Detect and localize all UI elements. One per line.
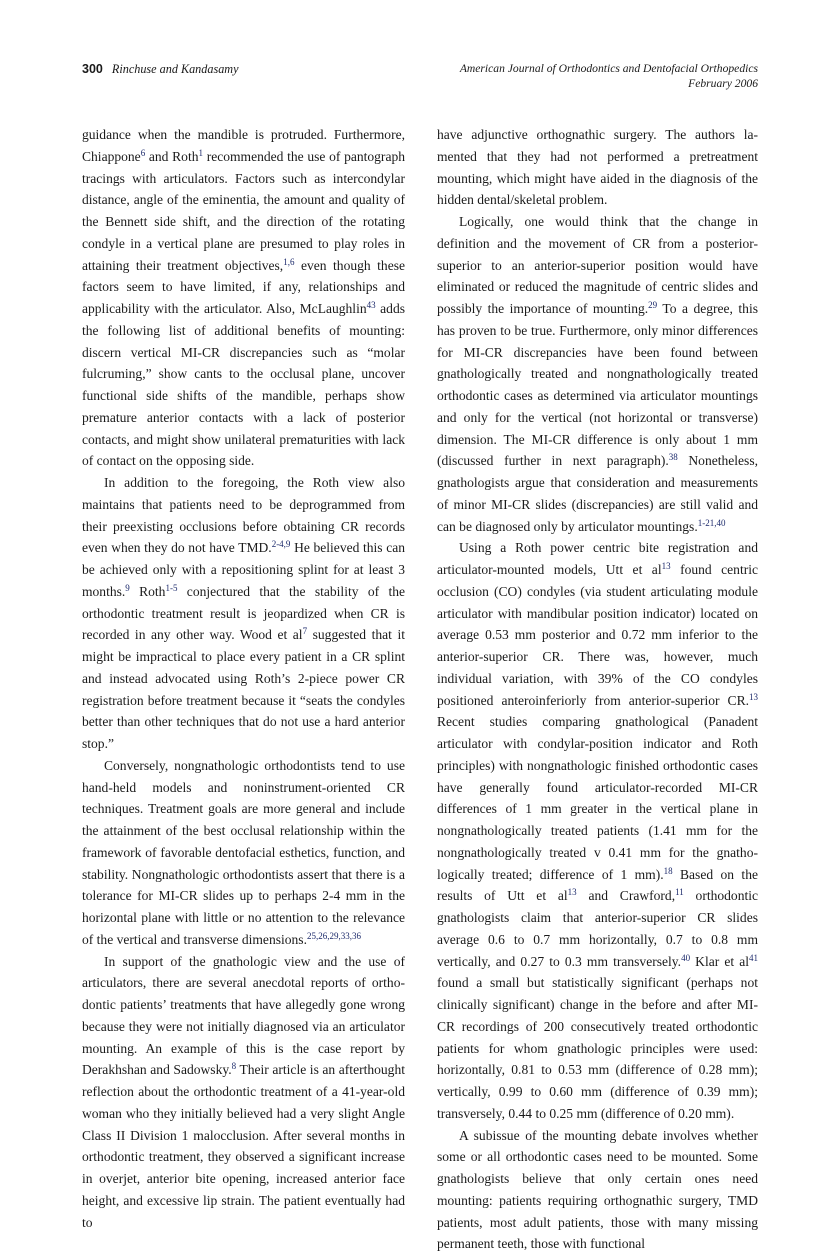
issue-date: February 2006 [460, 77, 758, 92]
reference-link[interactable]: 6 [141, 148, 146, 158]
paragraph-roth-power-centric [437, 537, 758, 1124]
text-run: recommended the use of pantograph tracings with articulators. Factors such as intercondylar distance, angle of the eminentia, the amount and quality of the Bennett side shift, and the direction of the rotating condyle in a vertical plane are presumed to play roles in attaining their treatment objectives, [82, 149, 405, 273]
text-run: Logically, one would think that the change in definition and the movement of CR from a posterior-superior to an anterior-superior position would have eliminated or reduced the magnitude of centric slides and possibly the importance of mounting. [437, 214, 758, 316]
text-run: Roth [130, 584, 166, 599]
text-run: In addition to the foregoing, the Roth view also maintains that patients need to be deprogrammed from their preexisting occlusions before obtaining CR records even when they do not have TMD. [82, 475, 405, 555]
text-run: suggested that it might be impractical to place every patient in a CR splint and instead advocated using Roth’s 2-piece power CR registration before treatment because it “seats the condyles better than other techniques that do not use a hard anterior stop.” [82, 627, 405, 751]
paragraph-anecdotal-reports [82, 951, 405, 1234]
text-run: and Roth [145, 149, 198, 164]
reference-link[interactable]: 1-21,40 [698, 518, 726, 528]
reference-link[interactable]: 2-4,9 [272, 539, 291, 549]
reference-link[interactable]: 1 [199, 148, 204, 158]
reference-link[interactable]: 9 [125, 583, 130, 593]
reference-link[interactable]: 8 [232, 1061, 237, 1071]
text-run: Using a Roth power centric bite registration and articulator-mounted models, Utt et al [437, 540, 758, 577]
reference-link[interactable]: 13 [749, 692, 758, 702]
reference-link[interactable]: 1-5 [165, 583, 177, 593]
text-run: found centric occlusion (CO) condyles (via student articulating module articulator with mandibular position indicator) located on average 0.53 mm posterior and 0.72 mm inferior to the anterior-superior CR. There was, however, much individual variation, with 39% of the CO condyles positioned anteroinferiorly from anterior-superior CR. [437, 562, 758, 708]
text-run: To a degree, this has proven to be true. Furthermore, only minor differences for MI-CR discrepancies have been found between gnathologically treated and nongnathologically treated orthodontic cases as determined via articulator mountings and only for the vertical (not horizontal or transverse) dimension. The MI-CR difference is only about 1 mm (discussed further in next paragraph). [437, 301, 758, 468]
running-head-right [460, 62, 758, 91]
reference-link[interactable]: 38 [669, 452, 678, 462]
paragraph-cr-definition [437, 211, 758, 537]
text-run: orthodontic gnathologists claim that anterior-superior CR slides average 0.6 to 0.7 mm horizontally, 0.7 to 0.8 mm vertically, and 0.27 to 0.3 mm transversely. [437, 888, 758, 968]
reference-link[interactable]: 43 [367, 300, 376, 310]
text-run: found a small but statistically significant (perhaps not clinically significant) change in the before and after MI-CR recordings of 200 consecutively treated orthodontic patients for whom gnathologic principles were used: horizontally, 0.81 to 0.53 mm (difference of 0.28 mm); vertically, 0.99 to 0.60 mm (difference of 0.39 mm); transversely, 0.44 to 0.25 mm (difference of 0.20 mm). [437, 975, 758, 1121]
page-header [82, 62, 758, 94]
reference-link[interactable]: 13 [568, 887, 577, 897]
text-run: adds the following list of additional benefits of mounting: discern vertical MI-CR discrepancies such as “molar fulcruming,” show cants to the occlusal plane, uncover functional side shifts of the mandible, perhaps show premature anterior contacts with a lack of posterior contacts, and might show unilateral prematurities with lack of contact on the opposing side. [82, 301, 405, 468]
running-head-left [82, 62, 239, 77]
running-authors: Rinchuse and Kandasamy [112, 62, 239, 76]
text-run: and Crawford, [577, 888, 675, 903]
paragraph-nongnathologic [82, 755, 405, 951]
paragraph-orthognathic-surgery [437, 124, 758, 211]
text-run: conjectured that the stability of the orthodontic treatment result is jeopardized when CR is recorded in any other way. Wood et al [82, 584, 405, 643]
left-column [82, 124, 405, 1233]
text-run: even though these factors seem to have limited, if any, relationships and applicability with the articulator. Also, McLaughlin [82, 258, 405, 317]
page-number: 300 [82, 62, 103, 76]
text-run: guidance when the mandible is protruded. Furthermore, Chiappone [82, 127, 405, 164]
paragraph-mounting-factors [82, 124, 405, 472]
text-run: Nonetheless, gnathologists argue that consideration and measurements of minor MI-CR slides (discrepancies) are still valid and can be diagnosed only by articulator mountings. [437, 453, 758, 533]
paragraph-mounting-subissue [437, 1125, 758, 1255]
paragraph-roth-view [82, 472, 405, 755]
journal-title: American Journal of Orthodontics and Dentofacial Orthopedics [460, 62, 758, 77]
reference-link[interactable]: 29 [648, 300, 657, 310]
text-run: Klar et al [690, 954, 749, 969]
text-run: Recent studies comparing gnathological (Panadent articulator with condylar-position indicator and Roth principles) with nongnathologic finished orthodontic cases have generally found articulator-recorded MI-CR differences of 1 mm greater in the vertical plane in nongnathologically treated patients (1.41 mm for the nongnathologically treated v 0.41 mm for the gnathologically treated; difference of 1 mm). [437, 714, 758, 881]
reference-link[interactable]: 7 [303, 626, 308, 636]
text-run: Based on the results of Utt et al [437, 867, 758, 904]
text-run: Conversely, nongnathologic orthodontists tend to use hand-held models and noninstrument-oriented CR techniques. Treatment goals are more general and include the attainment of the best occlusal relationship within the framework of favorable dentofacial esthetics, function, and stability. Nongnathologic orthodontists assert that there is a tolerance for MI-CR slides up to perhaps 2-4 mm in the horizontal plane with little or no attention to the relevance of the vertical and transverse dimensions. [82, 758, 405, 947]
right-column [437, 124, 758, 1255]
text-run: A subissue of the mounting debate involves whether some or all orthodontic cases need to be mounted. Some gnathologists believe that only certain ones need mounting: patients requiring orthognathic surgery, TMD patients, most adult patients, those with many missing permanent teeth, those with functional [437, 1128, 758, 1252]
text-run: In support of the gnathologic view and the use of articulators, there are several anecdotal reports of orthodontic patients’ treatments that have allegedly gone wrong because they were not initially diagnosed via an articulator mounting. An example of this is the case report by Derakhshan and Sadowsky. [82, 954, 405, 1078]
reference-link[interactable]: 13 [662, 561, 671, 571]
reference-link[interactable]: 1,6 [283, 257, 294, 267]
reference-link[interactable]: 41 [749, 953, 758, 963]
text-run: He believed this can be achieved only with a repositioning splint for at least 3 months. [82, 540, 405, 599]
text-run: have adjunctive orthognathic surgery. The authors lamented that they had not performed a pretreatment mounting, which might have aided in the diagnosis of the hidden dental/skeletal problem. [437, 127, 758, 207]
reference-link[interactable]: 11 [675, 887, 684, 897]
reference-link[interactable]: 25,26,29,33,36 [307, 931, 361, 941]
text-run: Their article is an afterthought reflection about the orthodontic treatment of a 41-year-old woman who they initially believed had a very slight Angle Class II Division 1 malocclusion. After several months in orthodontic treatment, they observed a significant increase in overjet, anterior bite opening, increased anterior face height, and excessive lip strain. The patient eventually had to [82, 1062, 405, 1229]
reference-link[interactable]: 18 [664, 866, 673, 876]
reference-link[interactable]: 40 [681, 953, 690, 963]
